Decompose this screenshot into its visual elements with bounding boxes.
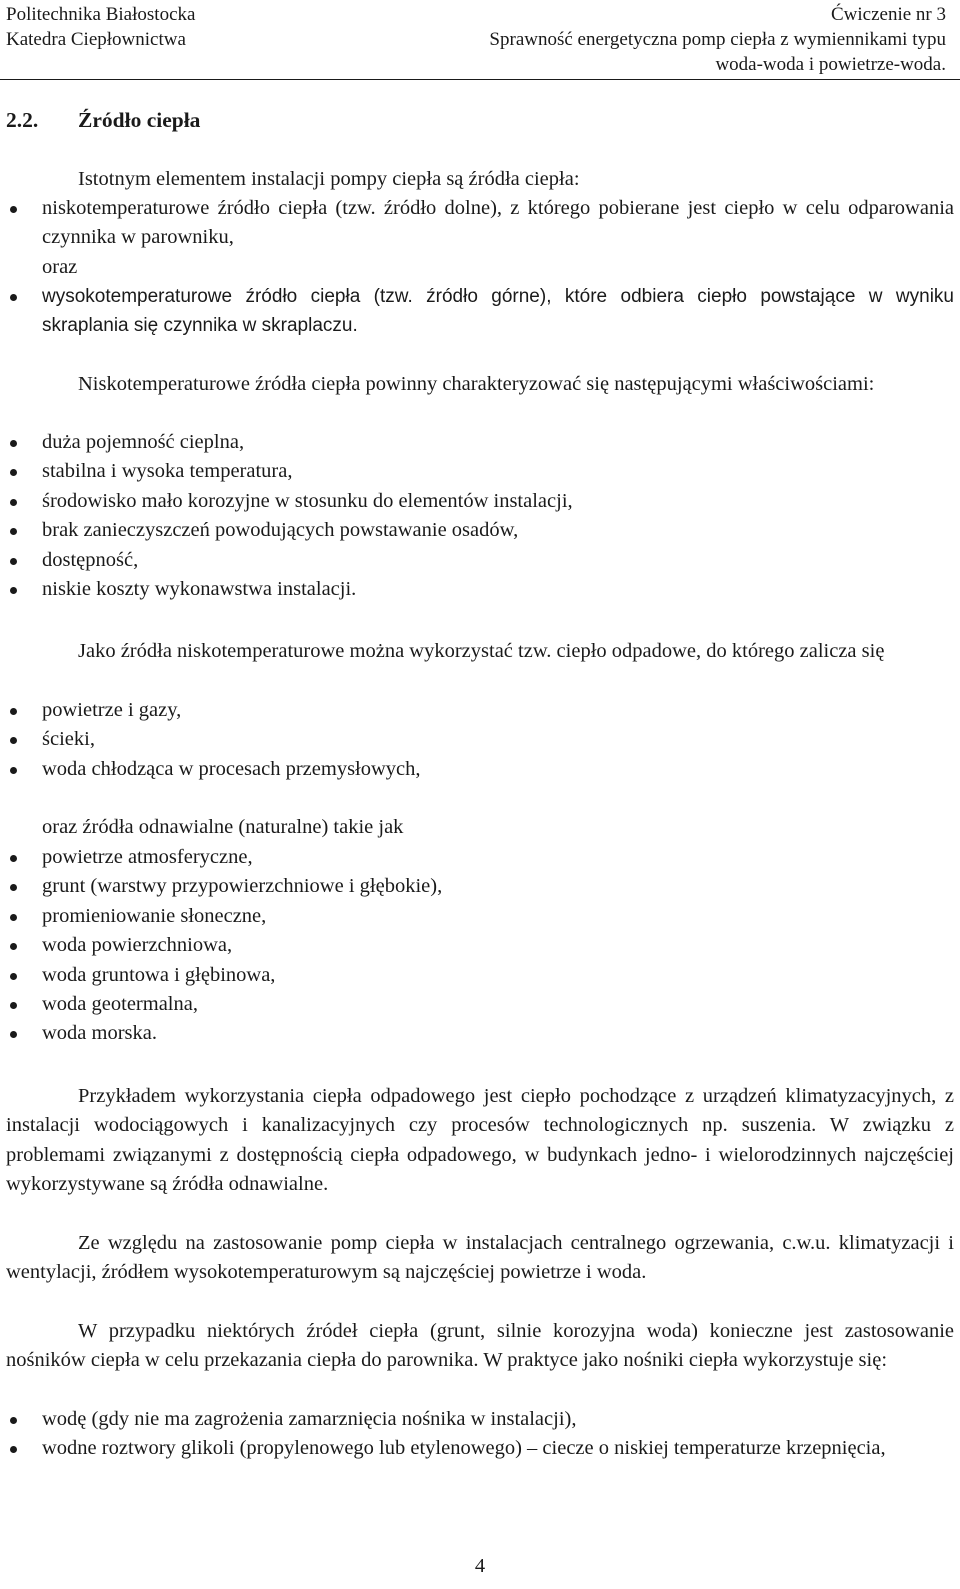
list-item: brak zanieczyszczeń powodujących powstawanie osadów, (0, 516, 954, 545)
header-left (6, 2, 195, 52)
list-item: niskotemperaturowe źródło ciepła (tzw. źródło dolne), z którego pobierane jest ciepło w celu odparowania czynnika w parowniku, (0, 194, 954, 253)
page-number: 4 (474, 1555, 486, 1577)
list-item: woda powierzchniowa, (0, 931, 954, 960)
list-item: promieniowanie słoneczne, (0, 902, 954, 931)
section-heading (6, 106, 200, 135)
exercise-number: Ćwiczenie nr 3 (830, 4, 946, 25)
list-item: woda morska. (0, 1019, 954, 1048)
waste-heat-intro: Jako źródła niskotemperaturowe można wykorzystać tzw. ciepło odpadowe, do którego zalicza się (78, 640, 885, 662)
list-item: ścieki, (0, 725, 954, 754)
list-item: wodę (gdy nie ma zagrożenia zamarznięcia nośnika w instalacji), (0, 1405, 954, 1434)
exercise-title-line2: woda-woda i powietrze-woda. (715, 54, 946, 75)
sources-connector: oraz (42, 256, 78, 278)
heat-sources-list (0, 194, 954, 253)
renewable-list (0, 843, 954, 1049)
exercise-title-line1: Sprawność energetyczna pomp ciepła z wymiennikami typu (489, 29, 946, 50)
section-title: Źródło ciepła (78, 108, 201, 132)
waste-heat-list (0, 696, 954, 784)
list-item: woda gruntowa i głębinowa, (0, 961, 954, 990)
heat-carriers-list (0, 1405, 954, 1464)
list-item: wysokotemperaturowe źródło ciepła (tzw. źródło górne), które odbiera ciepło powstające w wyniku skraplania się czynnika w skraplaczu. (0, 282, 954, 341)
properties-intro: Niskotemperaturowe źródła ciepła powinny charakteryzować się następującymi właściwościami: (78, 373, 875, 395)
heat-sources-list-2 (0, 282, 954, 341)
list-item: wodne roztwory glikoli (propylenowego lub etylenowego) – ciecze o niskiej temperaturze krzepnięcia, (0, 1434, 954, 1463)
header-right (489, 2, 946, 77)
paragraph-waste-example: Przykładem wykorzystania ciepła odpadowego jest ciepło pochodzące z urządzeń klimatyzacyjnych, z instalacji wodociągowych i kanalizacyjnych czy procesów technologicznych np. suszenia. W związku z problemami związanymi z dostępnością ciepła odpadowego, w budynkach jedno- i wielorodzinnych najczęściej wykorzystywane są źródła odnawialne. (6, 1085, 954, 1196)
list-item: woda geotermalna, (0, 990, 954, 1019)
list-item: dostępność, (0, 546, 954, 575)
header-divider (0, 79, 960, 80)
list-item: woda chłodząca w procesach przemysłowych, (0, 755, 954, 784)
list-item: grunt (warstwy przypowierzchniowe i głębokie), (0, 872, 954, 901)
intro-text: Istotnym elementem instalacji pompy ciepła są źródła ciepła: (78, 168, 580, 190)
section-number: 2.2. (6, 108, 39, 132)
list-item: stabilna i wysoka temperatura, (0, 457, 954, 486)
properties-list (0, 428, 954, 604)
renewable-intro: oraz źródła odnawialne (naturalne) takie jak (42, 816, 404, 838)
university-name: Politechnika Białostocka (6, 4, 196, 25)
department-name: Katedra Ciepłownictwa (6, 29, 186, 50)
list-item: duża pojemność cieplna, (0, 428, 954, 457)
list-item: powietrze i gazy, (0, 696, 954, 725)
list-item: niskie koszty wykonawstwa instalacji. (0, 575, 954, 604)
paragraph-heat-carriers: W przypadku niektórych źródeł ciepła (grunt, silnie korozyjna woda) konieczne jest zastosowanie nośników ciepła w celu przekazania ciepła do parownika. W praktyce jako nośniki ciepła wykorzystuje się: (6, 1320, 954, 1372)
list-item: powietrze atmosferyczne, (0, 843, 954, 872)
list-item: środowisko mało korozyjne w stosunku do elementów instalacji, (0, 487, 954, 516)
paragraph-upper-source: Ze względu na zastosowanie pomp ciepła w instalacjach centralnego ogrzewania, c.w.u. klimatyzacji i wentylacji, źródłem wysokotemperaturowym są najczęściej powietrze i woda. (6, 1232, 954, 1284)
